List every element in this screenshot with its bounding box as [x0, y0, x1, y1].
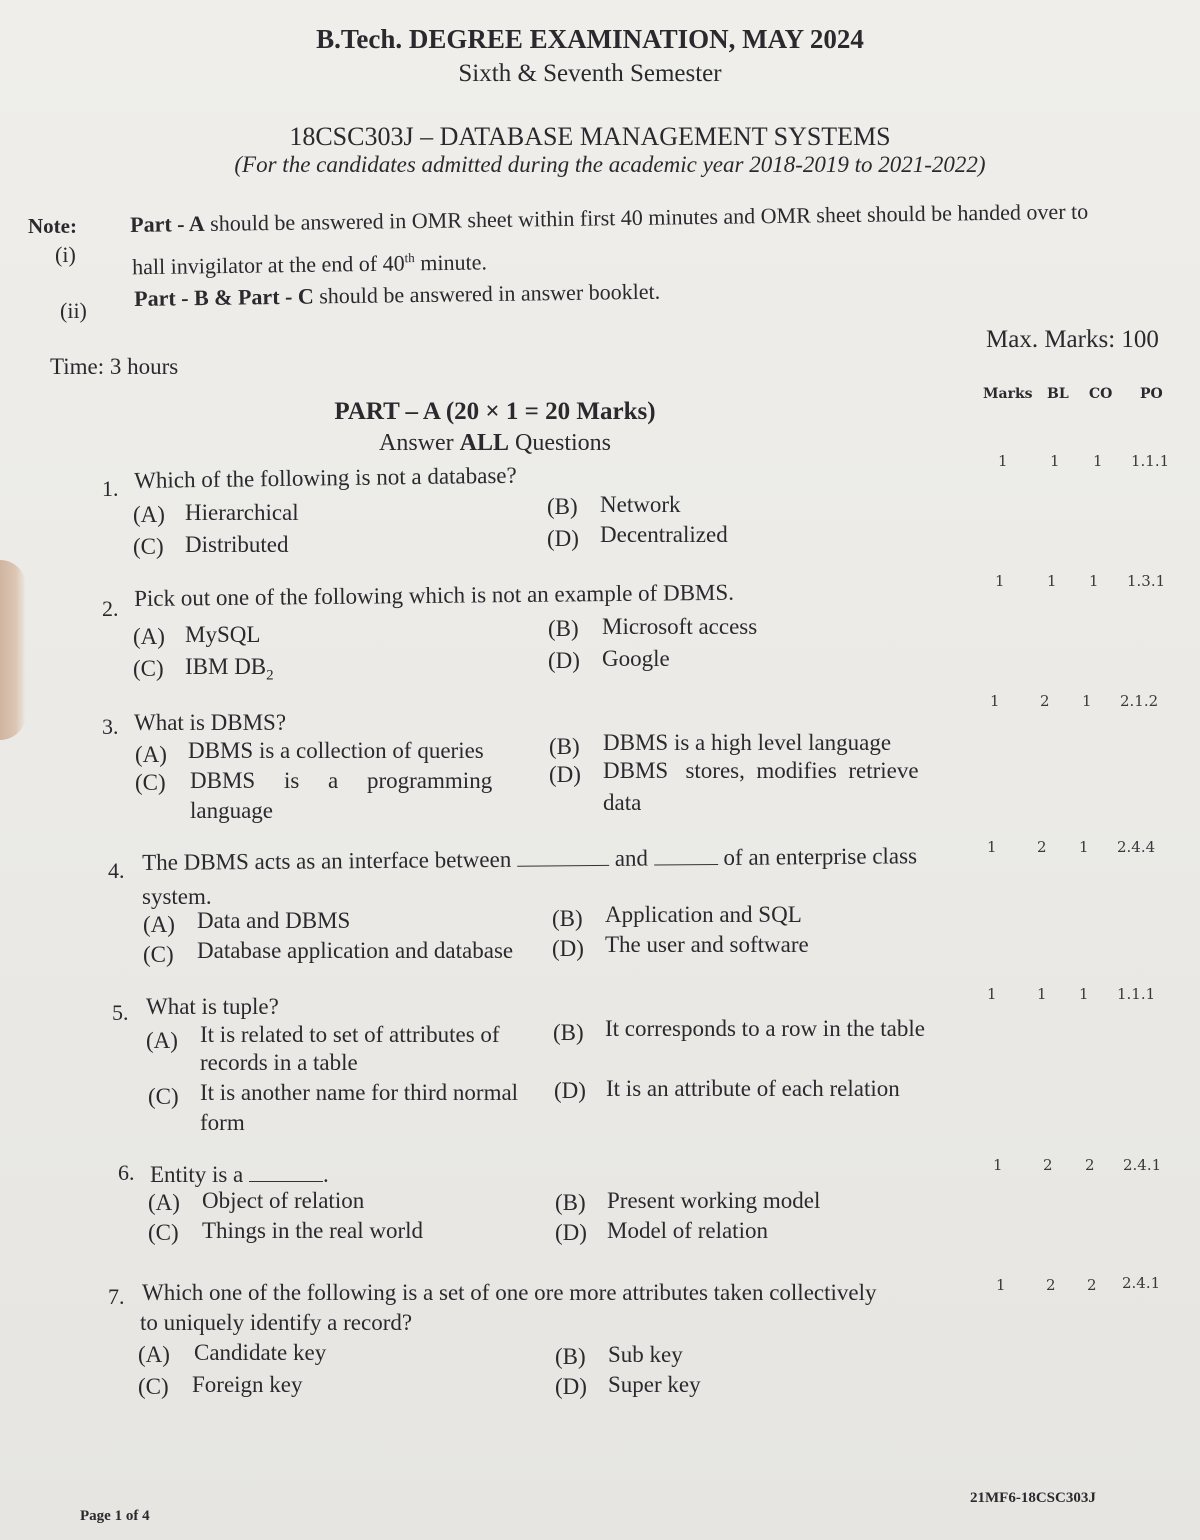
question-po: 2.4.1	[1122, 1274, 1161, 1292]
question-marks: 1	[996, 1276, 1006, 1294]
option-letter: (D)	[552, 936, 584, 961]
option-text: Google	[602, 646, 670, 671]
question-co: 2	[1085, 1156, 1095, 1174]
question-co: 1	[1082, 692, 1092, 710]
question-text: What is tuple?	[146, 994, 279, 1019]
note-item-text: hall invigilator at the end of 40	[132, 250, 405, 280]
question-number: 4.	[108, 858, 125, 883]
option-letter: (D)	[547, 526, 579, 551]
option-letter: (C)	[148, 1220, 179, 1245]
option-text: form	[200, 1110, 245, 1135]
question-bl: 2	[1046, 1276, 1056, 1294]
question-text: system.	[142, 884, 212, 909]
question-po: 1.1.1	[1117, 985, 1156, 1003]
option-letter: (C)	[133, 656, 164, 681]
option-letter: (B)	[555, 1190, 586, 1215]
question-text: to uniquely identify a record?	[140, 1310, 413, 1335]
question-co: 2	[1087, 1276, 1097, 1294]
option-letter: (D)	[554, 1078, 586, 1103]
option-letter: (C)	[143, 942, 174, 967]
col-header-marks: Marks	[983, 386, 1033, 402]
option-letter: (A)	[138, 1342, 170, 1367]
option-text: Present working model	[607, 1188, 821, 1213]
option-text: Candidate key	[194, 1340, 327, 1365]
note-item-1-line1	[130, 199, 1088, 238]
note-item-text: should be answered in answer booklet.	[313, 278, 661, 309]
col-header-po: PO	[1140, 386, 1163, 402]
question-number: 7.	[108, 1284, 125, 1309]
question-bl: 2	[1037, 838, 1047, 856]
question-bl: 1	[1047, 572, 1057, 590]
option-text	[185, 654, 274, 685]
part-a-instructions-post: Questions	[509, 430, 611, 456]
note-item-1-line2	[132, 249, 487, 280]
option-text: records in a table	[200, 1050, 358, 1075]
question-marks: 1	[987, 985, 997, 1003]
option-letter: (D)	[555, 1220, 587, 1245]
option-letter: (B)	[547, 494, 578, 519]
option-text: language	[190, 798, 274, 823]
option-text: Application and SQL	[605, 902, 802, 927]
semester-line: Sixth & Seventh Semester	[458, 60, 722, 87]
option-text: DBMS is a high level language	[603, 730, 892, 755]
option-text: Microsoft access	[602, 614, 758, 639]
question-text	[150, 1158, 329, 1188]
option-text: Network	[600, 492, 681, 517]
question-bl: 2	[1040, 692, 1050, 710]
option-text: DBMS is a programming	[190, 768, 493, 793]
option-letter: (A)	[133, 624, 165, 649]
option-text: It corresponds to a row in the table	[605, 1016, 925, 1041]
question-co: 1	[1079, 985, 1089, 1003]
question-text	[142, 839, 917, 876]
option-text: Decentralized	[600, 522, 728, 547]
max-marks: Max. Marks: 100	[986, 326, 1159, 353]
option-text: Things in the real world	[202, 1218, 424, 1243]
question-text: Which of the following is not a database?	[134, 462, 517, 493]
answer-blank	[654, 841, 718, 866]
option-letter: (D)	[555, 1374, 587, 1399]
question-bl: 2	[1043, 1156, 1053, 1174]
question-co: 1	[1093, 452, 1103, 470]
note-item-text: should be answered in OMR sheet within first 40 minutes and OMR sheet should be handed over to	[204, 198, 1089, 236]
question-po: 2.1.2	[1120, 692, 1159, 710]
answer-blank	[517, 842, 609, 867]
question-text: Pick out one of the following which is not an example of DBMS.	[134, 579, 735, 611]
question-text: What is DBMS?	[134, 710, 287, 735]
note-item-num: (ii)	[60, 298, 87, 323]
option-letter: (B)	[553, 1020, 584, 1045]
option-letter: (B)	[555, 1344, 586, 1369]
option-letter: (D)	[549, 762, 581, 787]
question-bl: 1	[1050, 452, 1060, 470]
question-marks: 1	[990, 692, 1000, 710]
option-text-main: IBM DB	[185, 654, 267, 679]
option-letter: (C)	[135, 770, 166, 795]
question-number: 1.	[102, 476, 119, 501]
question-text-part: of an enterprise class	[717, 843, 918, 870]
question-text-part: .	[323, 1162, 329, 1187]
question-co: 1	[1079, 838, 1089, 856]
page-number: Page 1 of 4	[80, 1508, 150, 1524]
part-a-instructions	[300, 430, 690, 457]
note-item-num: (i)	[55, 242, 76, 267]
question-po: 1.1.1	[1131, 452, 1170, 470]
note-item-bold: Part - B & Part - C	[134, 283, 314, 311]
part-a-instructions-pre: Answer	[378, 430, 460, 456]
question-number: 5.	[112, 1000, 129, 1025]
admission-note: (For the candidates admitted during the academic year 2018-2019 to 2021-2022)	[234, 152, 986, 177]
question-marks: 1	[993, 1156, 1003, 1174]
option-text: The user and software	[605, 932, 809, 957]
option-text: Object of relation	[202, 1188, 365, 1213]
option-letter: (B)	[549, 734, 580, 759]
note-item-bold: Part - A	[130, 210, 205, 237]
exam-title: B.Tech. DEGREE EXAMINATION, MAY 2024	[316, 24, 864, 54]
exam-time: Time: 3 hours	[50, 354, 179, 379]
option-text: It is an attribute of each relation	[606, 1076, 900, 1101]
option-text: Super key	[608, 1372, 701, 1397]
question-text: Which one of the following is a set of one ore more attributes taken collectively	[142, 1280, 877, 1305]
option-text: It is related to set of attributes of	[200, 1022, 500, 1047]
question-number: 2.	[102, 596, 119, 621]
option-text: Sub key	[608, 1342, 683, 1367]
option-text: Model of relation	[607, 1218, 768, 1243]
part-a-title: PART – A (20 × 1 = 20 Marks)	[334, 398, 656, 425]
question-po: 2.4.4	[1117, 838, 1156, 856]
question-bl: 1	[1037, 985, 1047, 1003]
option-letter: (C)	[138, 1374, 169, 1399]
question-po: 1.3.1	[1127, 572, 1166, 590]
note-item-2	[134, 279, 660, 312]
col-header-bl: BL	[1047, 386, 1069, 402]
question-text-part: Entity is a	[150, 1162, 250, 1187]
answer-blank	[249, 1158, 323, 1182]
note-item-text: minute.	[414, 249, 488, 276]
option-text: It is another name for third normal	[200, 1080, 519, 1105]
option-text: Database application and database	[197, 938, 514, 963]
paper-code: 21MF6-18CSC303J	[970, 1490, 1096, 1506]
option-text: DBMS is a collection of queries	[188, 738, 484, 763]
question-text-part: The DBMS acts as an interface between	[142, 846, 518, 875]
question-marks: 1	[987, 838, 997, 856]
option-letter: (C)	[133, 534, 164, 559]
course-title: 18CSC303J – DATABASE MANAGEMENT SYSTEMS	[289, 122, 891, 151]
option-letter: (B)	[548, 616, 579, 641]
option-letter: (C)	[148, 1084, 179, 1109]
question-co: 1	[1089, 572, 1099, 590]
question-number: 3.	[102, 714, 119, 739]
note-label: Note:	[28, 214, 77, 238]
question-number: 6.	[118, 1160, 135, 1185]
option-letter: (A)	[148, 1190, 180, 1215]
option-letter: (A)	[143, 912, 175, 937]
question-marks: 1	[995, 572, 1005, 590]
option-letter: (D)	[548, 648, 580, 673]
question-marks: 1	[998, 452, 1008, 470]
option-text: Distributed	[185, 532, 289, 557]
option-letter: (A)	[133, 502, 165, 527]
option-text: MySQL	[185, 622, 261, 647]
option-text: Data and DBMS	[197, 908, 351, 933]
option-text: data	[603, 790, 642, 815]
option-letter: (B)	[552, 906, 583, 931]
part-a-instructions-bold: ALL	[459, 430, 509, 456]
col-header-co: CO	[1089, 386, 1113, 402]
note-superscript: th	[404, 250, 415, 266]
finger-shadow	[0, 560, 26, 740]
question-text-part: and	[608, 845, 654, 871]
option-text: Foreign key	[192, 1372, 303, 1397]
option-text: DBMS stores, modifies retrieve	[603, 758, 919, 783]
option-subscript: 2	[266, 667, 274, 684]
option-letter: (A)	[146, 1028, 178, 1053]
option-letter: (A)	[135, 742, 167, 767]
question-po: 2.4.1	[1123, 1156, 1162, 1174]
option-text: Hierarchical	[185, 500, 299, 525]
